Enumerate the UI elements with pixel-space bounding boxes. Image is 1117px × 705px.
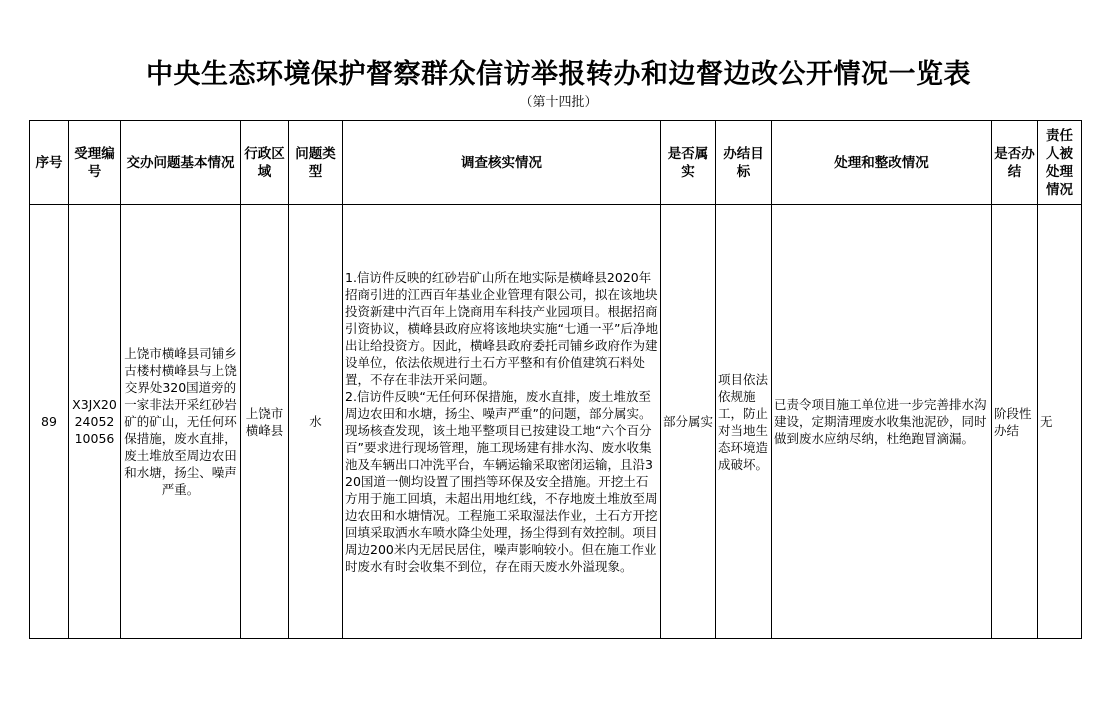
header-type: 问题类型 [289, 121, 343, 205]
cell-goal: 项目依法依规施工，防止对当地生态环境造成破坏。 [716, 205, 772, 639]
cell-case-no: X3JX2024052 10056 [69, 205, 121, 639]
cell-region: 上饶市横峰县 [241, 205, 289, 639]
header-goal: 办结目标 [716, 121, 772, 205]
header-seq: 序号 [30, 121, 69, 205]
header-region: 行政区域 [241, 121, 289, 205]
cell-seq: 89 [30, 205, 69, 639]
header-closed: 是否办结 [992, 121, 1038, 205]
cell-handling: 已责令项目施工单位进一步完善排水沟建设，定期清理废水收集池泥砂，同时做到废水应纳尽纳，杜绝跑冒滴漏。 [772, 205, 992, 639]
page-subtitle: （第十四批） [519, 95, 598, 110]
header-issue: 交办问题基本情况 [121, 121, 241, 205]
cell-issue: 上饶市横峰县司铺乡古楼村横峰县与上饶交界处320国道旁的一家非法开采红砂岩矿的矿山，无任何环保措施，废水直排，废土堆放至周边农田和水塘，扬尘、噪声严重。 [121, 205, 241, 639]
cell-type: 水 [289, 205, 343, 639]
header-investigation: 调查核实情况 [343, 121, 661, 205]
header-verified: 是否属实 [661, 121, 716, 205]
cell-investigation: 1.信访件反映的红砂岩矿山所在地实际是横峰县2020年招商引进的江西百年基业企业管理有限公司，拟在该地块投资新建中汽百年上饶商用车科技产业园项目。根据招商引资协议，横峰县政府应将该地块实施“七通一平”后净地出让给投资方。因此，横峰县政府委托司铺乡政府作为建设单位，依法依规进行土石方平整和有价值建筑石料处置，不存在非法开采问题。 2.信访件反映“无任何环保措施，废水直排，废土堆放至周边农田和水塘，扬尘、噪声严重”的问题，部分属实。现场核查发现，该土地平整项目已按建设工地“六个百分百”要求进行现场管理，施工现场建有排水沟、废水收集池及车辆出口冲洗平台，车辆运输采取密闭运输，且沿320国道一侧均设置了围挡等环保及安全措施。开挖土石方用于施工回填，未超出用地红线，不存地废土堆放至周边农田和水塘情况。工程施工采取湿法作业，土石方开挖回填采取洒水车喷水降尘处理，扬尘得到有效控制。项目周边200米内无居民居住，噪声影响较小。但在施工作业时废水有时会收集不到位，存在雨天废水外溢现象。 [343, 205, 661, 639]
header-handling: 处理和整改情况 [772, 121, 992, 205]
header-accountability: 责任人被处理情况 [1038, 121, 1082, 205]
table-header-row [30, 121, 1082, 205]
cell-verified: 部分属实 [661, 205, 716, 639]
cell-closed: 阶段性办结 [992, 205, 1038, 639]
cell-accountability: 无 [1038, 205, 1082, 639]
report-table [29, 120, 1082, 639]
header-case-no: 受理编号 [69, 121, 121, 205]
page-title: 中央生态环境保护督察群众信访举报转办和边督边改公开情况一览表 [146, 59, 971, 90]
table-row [30, 205, 1082, 639]
